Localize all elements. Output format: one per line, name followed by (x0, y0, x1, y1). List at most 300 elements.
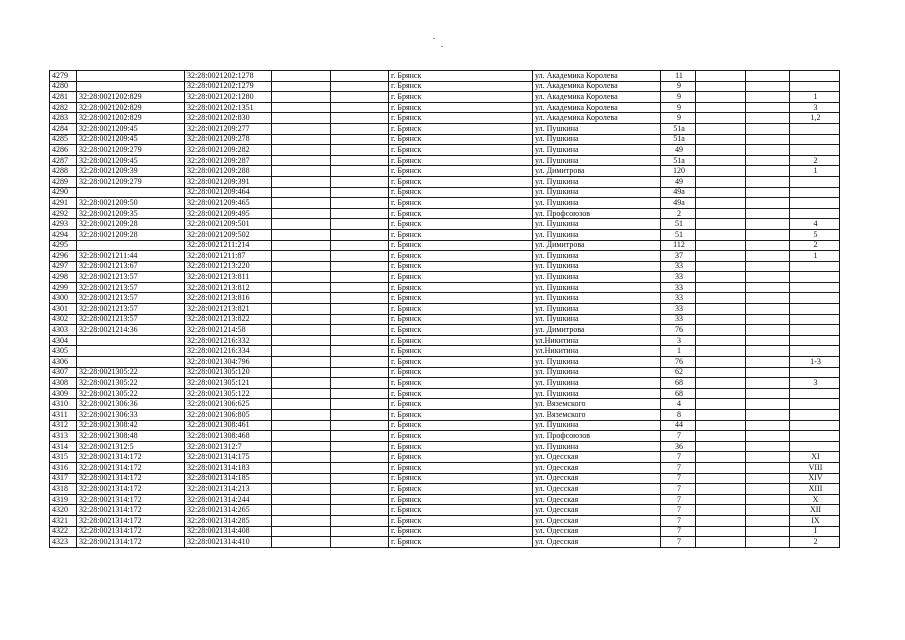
cadastral-number-cell: 32:28:0021314:175 (185, 452, 272, 463)
empty-cell (331, 505, 389, 516)
street-cell: ул. Пушкина (533, 229, 661, 240)
empty-cell (331, 113, 389, 124)
city-cell: г. Брянск (389, 335, 533, 346)
cadastral-number-cell: 32:28:0021209:288 (185, 166, 272, 177)
table-row (50, 441, 840, 452)
table-row (50, 92, 840, 103)
table-row (50, 378, 840, 389)
city-cell: г. Брянск (389, 102, 533, 113)
empty-cell (272, 251, 331, 262)
table-row (50, 420, 840, 431)
premises-number-cell (790, 367, 840, 378)
table-row (50, 410, 840, 421)
street-cell: ул. Димитрова (533, 240, 661, 251)
row-number-cell: 4285 (50, 134, 77, 145)
empty-cell (746, 484, 790, 495)
cadastral-number-cell: 32:28:0021202:1280 (185, 92, 272, 103)
house-number-cell: 51 (661, 229, 696, 240)
city-cell: г. Брянск (389, 410, 533, 421)
empty-cell (696, 187, 746, 198)
city-cell: г. Брянск (389, 198, 533, 209)
parent-cadastral-cell: 32:28:0021209:279 (77, 145, 185, 156)
cadastral-number-cell: 32:28:0021306:625 (185, 399, 272, 410)
city-cell: г. Брянск (389, 176, 533, 187)
street-cell: ул. Пушкина (533, 261, 661, 272)
cadastral-number-cell: 32:28:0021216:334 (185, 346, 272, 357)
empty-cell (272, 240, 331, 251)
table-row (50, 304, 840, 315)
city-cell: г. Брянск (389, 145, 533, 156)
parent-cadastral-cell (77, 335, 185, 346)
table-row (50, 272, 840, 283)
empty-cell (696, 145, 746, 156)
empty-cell (746, 113, 790, 124)
row-number-cell: 4303 (50, 325, 77, 336)
premises-number-cell: 5 (790, 229, 840, 240)
table-row (50, 431, 840, 442)
empty-cell (272, 410, 331, 421)
street-cell: ул. Академика Королева (533, 92, 661, 103)
empty-cell (331, 325, 389, 336)
empty-cell (272, 145, 331, 156)
empty-cell (272, 431, 331, 442)
row-number-cell: 4292 (50, 208, 77, 219)
parent-cadastral-cell: 32:28:0021314:172 (77, 484, 185, 495)
street-cell: ул. Пушкина (533, 378, 661, 389)
row-number-cell: 4282 (50, 102, 77, 113)
empty-cell (331, 272, 389, 283)
row-number-cell: 4308 (50, 378, 77, 389)
empty-cell (746, 145, 790, 156)
house-number-cell: 112 (661, 240, 696, 251)
city-cell: г. Брянск (389, 219, 533, 230)
row-number-cell: 4289 (50, 176, 77, 187)
empty-cell (331, 494, 389, 505)
empty-cell (331, 81, 389, 92)
city-cell: г. Брянск (389, 71, 533, 82)
empty-cell (272, 357, 331, 368)
city-cell: г. Брянск (389, 166, 533, 177)
empty-cell (331, 208, 389, 219)
cadastral-number-cell: 32:28:0021305:121 (185, 378, 272, 389)
premises-number-cell: VIII (790, 462, 840, 473)
city-cell: г. Брянск (389, 378, 533, 389)
premises-number-cell (790, 346, 840, 357)
city-cell: г. Брянск (389, 357, 533, 368)
street-cell: ул. Пушкина (533, 145, 661, 156)
empty-cell (696, 293, 746, 304)
city-cell: г. Брянск (389, 229, 533, 240)
row-number-cell: 4305 (50, 346, 77, 357)
row-number-cell: 4280 (50, 81, 77, 92)
street-cell: ул. Пушкина (533, 367, 661, 378)
table-row (50, 515, 840, 526)
cadastral-number-cell: 32:28:0021213:821 (185, 304, 272, 315)
empty-cell (696, 155, 746, 166)
empty-cell (746, 304, 790, 315)
empty-cell (746, 272, 790, 283)
city-cell: г. Брянск (389, 441, 533, 452)
street-cell: ул. Одесская (533, 452, 661, 463)
cadastral-number-cell: 32:28:0021306:805 (185, 410, 272, 421)
city-cell: г. Брянск (389, 452, 533, 463)
table-row (50, 123, 840, 134)
street-cell: ул. Пушкина (533, 357, 661, 368)
house-number-cell: 49 (661, 176, 696, 187)
empty-cell (746, 515, 790, 526)
parent-cadastral-cell: 32:28:0021314:172 (77, 537, 185, 548)
empty-cell (272, 304, 331, 315)
empty-cell (272, 420, 331, 431)
table-row (50, 335, 840, 346)
empty-cell (746, 251, 790, 262)
house-number-cell: 62 (661, 367, 696, 378)
table-row (50, 346, 840, 357)
row-number-cell: 4300 (50, 293, 77, 304)
empty-cell (331, 314, 389, 325)
empty-cell (331, 176, 389, 187)
street-cell: ул. Академика Королева (533, 113, 661, 124)
parent-cadastral-cell: 32:28:0021213:57 (77, 272, 185, 283)
premises-number-cell: 2 (790, 240, 840, 251)
empty-cell (696, 123, 746, 134)
premises-number-cell (790, 431, 840, 442)
street-cell: ул. Пушкина (533, 187, 661, 198)
cadastral-number-cell: 32:28:0021209:277 (185, 123, 272, 134)
row-number-cell: 4293 (50, 219, 77, 230)
house-number-cell: 8 (661, 410, 696, 421)
empty-cell (746, 537, 790, 548)
empty-cell (272, 219, 331, 230)
house-number-cell: 7 (661, 431, 696, 442)
premises-number-cell (790, 293, 840, 304)
cadastral-number-cell: 32:28:0021314:265 (185, 505, 272, 516)
empty-cell (331, 166, 389, 177)
street-cell: ул. Пушкина (533, 176, 661, 187)
empty-cell (331, 473, 389, 484)
row-number-cell: 4287 (50, 155, 77, 166)
empty-cell (696, 92, 746, 103)
empty-cell (331, 240, 389, 251)
table-row (50, 187, 840, 198)
cadastral-number-cell: 32:28:0021213:220 (185, 261, 272, 272)
parent-cadastral-cell: 32:28:0021213:67 (77, 261, 185, 272)
empty-cell (331, 145, 389, 156)
row-number-cell: 4310 (50, 399, 77, 410)
parent-cadastral-cell: 32:28:0021314:172 (77, 462, 185, 473)
cadastral-number-cell: 32:28:0021209:282 (185, 145, 272, 156)
premises-number-cell: 1 (790, 92, 840, 103)
empty-cell (272, 261, 331, 272)
empty-cell (696, 261, 746, 272)
empty-cell (331, 219, 389, 230)
city-cell: г. Брянск (389, 462, 533, 473)
empty-cell (696, 452, 746, 463)
parent-cadastral-cell (77, 240, 185, 251)
empty-cell (331, 537, 389, 548)
empty-cell (272, 176, 331, 187)
parent-cadastral-cell: 32:28:0021314:172 (77, 473, 185, 484)
street-cell: ул. Пушкина (533, 420, 661, 431)
parent-cadastral-cell: 32:28:0021305:22 (77, 388, 185, 399)
street-cell: ул. Пушкина (533, 155, 661, 166)
house-number-cell: 7 (661, 505, 696, 516)
parent-cadastral-cell: 32:28:0021211:44 (77, 251, 185, 262)
city-cell: г. Брянск (389, 399, 533, 410)
city-cell: г. Брянск (389, 251, 533, 262)
street-cell: ул. Пушкина (533, 251, 661, 262)
city-cell: г. Брянск (389, 272, 533, 283)
row-number-cell: 4323 (50, 537, 77, 548)
premises-number-cell: 2 (790, 537, 840, 548)
empty-cell (272, 441, 331, 452)
empty-cell (696, 420, 746, 431)
empty-cell (746, 208, 790, 219)
empty-cell (696, 441, 746, 452)
street-cell: ул. Пушкина (533, 198, 661, 209)
table-row (50, 505, 840, 516)
parent-cadastral-cell: 32:28:0021209:50 (77, 198, 185, 209)
empty-cell (272, 293, 331, 304)
table-row (50, 251, 840, 262)
parent-cadastral-cell: 32:28:0021202:829 (77, 92, 185, 103)
house-number-cell: 33 (661, 304, 696, 315)
empty-cell (272, 462, 331, 473)
empty-cell (696, 399, 746, 410)
empty-cell (272, 494, 331, 505)
parent-cadastral-cell: 32:28:0021214:36 (77, 325, 185, 336)
empty-cell (272, 113, 331, 124)
empty-cell (696, 473, 746, 484)
parent-cadastral-cell: 32:28:0021314:172 (77, 494, 185, 505)
parent-cadastral-cell: 32:28:0021202:829 (77, 102, 185, 113)
table-row (50, 155, 840, 166)
empty-cell (746, 505, 790, 516)
street-cell: ул. Профсоюзов (533, 431, 661, 442)
empty-cell (746, 240, 790, 251)
empty-cell (746, 410, 790, 421)
cadastral-number-cell: 32:28:0021213:811 (185, 272, 272, 283)
house-number-cell: 7 (661, 484, 696, 495)
cadastral-number-cell: 32:28:0021209:287 (185, 155, 272, 166)
city-cell: г. Брянск (389, 134, 533, 145)
cadastral-number-cell: 32:28:0021209:465 (185, 198, 272, 209)
empty-cell (272, 346, 331, 357)
row-number-cell: 4297 (50, 261, 77, 272)
table-row (50, 166, 840, 177)
empty-cell (272, 314, 331, 325)
cadastral-number-cell: 32:28:0021314:410 (185, 537, 272, 548)
house-number-cell: 51а (661, 123, 696, 134)
empty-cell (331, 441, 389, 452)
table-row (50, 145, 840, 156)
cadastral-number-cell: 32:28:0021314:244 (185, 494, 272, 505)
cadastral-number-cell: 32:28:0021209:501 (185, 219, 272, 230)
cadastral-number-cell: 32:28:0021314:408 (185, 526, 272, 537)
empty-cell (331, 378, 389, 389)
parent-cadastral-cell: 32:28:0021209:45 (77, 123, 185, 134)
cadastral-number-cell: 32:28:0021209:502 (185, 229, 272, 240)
house-number-cell: 33 (661, 314, 696, 325)
empty-cell (746, 102, 790, 113)
empty-cell (696, 378, 746, 389)
street-cell: ул.Никитина (533, 346, 661, 357)
empty-cell (696, 505, 746, 516)
empty-cell (696, 102, 746, 113)
row-number-cell: 4311 (50, 410, 77, 421)
empty-cell (331, 293, 389, 304)
empty-cell (746, 198, 790, 209)
empty-cell (331, 304, 389, 315)
row-number-cell: 4314 (50, 441, 77, 452)
city-cell: г. Брянск (389, 484, 533, 495)
empty-cell (746, 155, 790, 166)
empty-cell (746, 187, 790, 198)
table-row (50, 113, 840, 124)
row-number-cell: 4302 (50, 314, 77, 325)
empty-cell (272, 71, 331, 82)
city-cell: г. Брянск (389, 388, 533, 399)
row-number-cell: 4295 (50, 240, 77, 251)
house-number-cell: 120 (661, 166, 696, 177)
empty-cell (331, 526, 389, 537)
premises-number-cell: 3 (790, 378, 840, 389)
premises-number-cell (790, 304, 840, 315)
empty-cell (272, 537, 331, 548)
empty-cell (331, 187, 389, 198)
row-number-cell: 4322 (50, 526, 77, 537)
house-number-cell: 7 (661, 526, 696, 537)
empty-cell (331, 515, 389, 526)
empty-cell (272, 526, 331, 537)
empty-cell (272, 123, 331, 134)
premises-number-cell (790, 335, 840, 346)
street-cell: ул. Пушкина (533, 304, 661, 315)
house-number-cell: 4 (661, 399, 696, 410)
city-cell: г. Брянск (389, 505, 533, 516)
house-number-cell: 33 (661, 293, 696, 304)
street-cell: ул. Вяземского (533, 410, 661, 421)
empty-cell (746, 473, 790, 484)
cadastral-number-cell: 32:28:0021209:391 (185, 176, 272, 187)
empty-cell (272, 155, 331, 166)
empty-cell (746, 357, 790, 368)
city-cell: г. Брянск (389, 304, 533, 315)
street-cell: ул. Пушкина (533, 134, 661, 145)
house-number-cell: 51а (661, 134, 696, 145)
empty-cell (696, 325, 746, 336)
empty-cell (696, 410, 746, 421)
city-cell: г. Брянск (389, 92, 533, 103)
premises-number-cell: XI (790, 452, 840, 463)
empty-cell (696, 71, 746, 82)
city-cell: г. Брянск (389, 473, 533, 484)
table-row (50, 462, 840, 473)
street-cell: ул. Одесская (533, 494, 661, 505)
empty-cell (331, 282, 389, 293)
house-number-cell: 51а (661, 155, 696, 166)
house-number-cell: 3 (661, 335, 696, 346)
row-number-cell: 4296 (50, 251, 77, 262)
house-number-cell: 9 (661, 92, 696, 103)
table-row (50, 452, 840, 463)
empty-cell (696, 198, 746, 209)
empty-cell (746, 388, 790, 399)
cadastral-number-cell: 32:28:0021308:468 (185, 431, 272, 442)
row-number-cell: 4321 (50, 515, 77, 526)
cadastral-number-cell: 32:28:0021314:285 (185, 515, 272, 526)
row-number-cell: 4291 (50, 198, 77, 209)
cadastral-number-cell: 32:28:0021213:812 (185, 282, 272, 293)
premises-number-cell: XIV (790, 473, 840, 484)
house-number-cell: 7 (661, 515, 696, 526)
empty-cell (272, 272, 331, 283)
premises-number-cell (790, 187, 840, 198)
cadastral-number-cell: 32:28:0021209:495 (185, 208, 272, 219)
premises-number-cell (790, 441, 840, 452)
empty-cell (746, 293, 790, 304)
cadastral-number-cell: 32:28:0021305:122 (185, 388, 272, 399)
premises-number-cell (790, 388, 840, 399)
parent-cadastral-cell (77, 346, 185, 357)
parent-cadastral-cell: 32:28:0021209:279 (77, 176, 185, 187)
table-row (50, 229, 840, 240)
parent-cadastral-cell (77, 71, 185, 82)
cadastral-number-cell: 32:28:0021202:1279 (185, 81, 272, 92)
table-row (50, 484, 840, 495)
premises-number-cell: IX (790, 515, 840, 526)
empty-cell (331, 123, 389, 134)
scan-speck (441, 46, 443, 47)
empty-cell (696, 367, 746, 378)
row-number-cell: 4294 (50, 229, 77, 240)
street-cell: ул. Одесская (533, 473, 661, 484)
empty-cell (272, 473, 331, 484)
empty-cell (331, 410, 389, 421)
empty-cell (696, 314, 746, 325)
empty-cell (331, 484, 389, 495)
street-cell: ул. Пушкина (533, 388, 661, 399)
registry-table-body (50, 71, 840, 548)
house-number-cell: 33 (661, 261, 696, 272)
city-cell: г. Брянск (389, 123, 533, 134)
empty-cell (696, 431, 746, 442)
house-number-cell: 11 (661, 71, 696, 82)
empty-cell (331, 71, 389, 82)
house-number-cell: 7 (661, 537, 696, 548)
house-number-cell: 76 (661, 325, 696, 336)
premises-number-cell (790, 145, 840, 156)
street-cell: ул. Пушкина (533, 293, 661, 304)
row-number-cell: 4320 (50, 505, 77, 516)
empty-cell (331, 155, 389, 166)
city-cell: г. Брянск (389, 314, 533, 325)
empty-cell (746, 335, 790, 346)
empty-cell (746, 81, 790, 92)
table-row (50, 219, 840, 230)
city-cell: г. Брянск (389, 367, 533, 378)
parent-cadastral-cell: 32:28:0021209:28 (77, 229, 185, 240)
street-cell: ул. Димитрова (533, 325, 661, 336)
empty-cell (331, 198, 389, 209)
cadastral-number-cell: 32:28:0021202:1278 (185, 71, 272, 82)
empty-cell (746, 494, 790, 505)
street-cell: ул. Академика Королева (533, 81, 661, 92)
premises-number-cell (790, 176, 840, 187)
row-number-cell: 4319 (50, 494, 77, 505)
table-row (50, 388, 840, 399)
row-number-cell: 4315 (50, 452, 77, 463)
